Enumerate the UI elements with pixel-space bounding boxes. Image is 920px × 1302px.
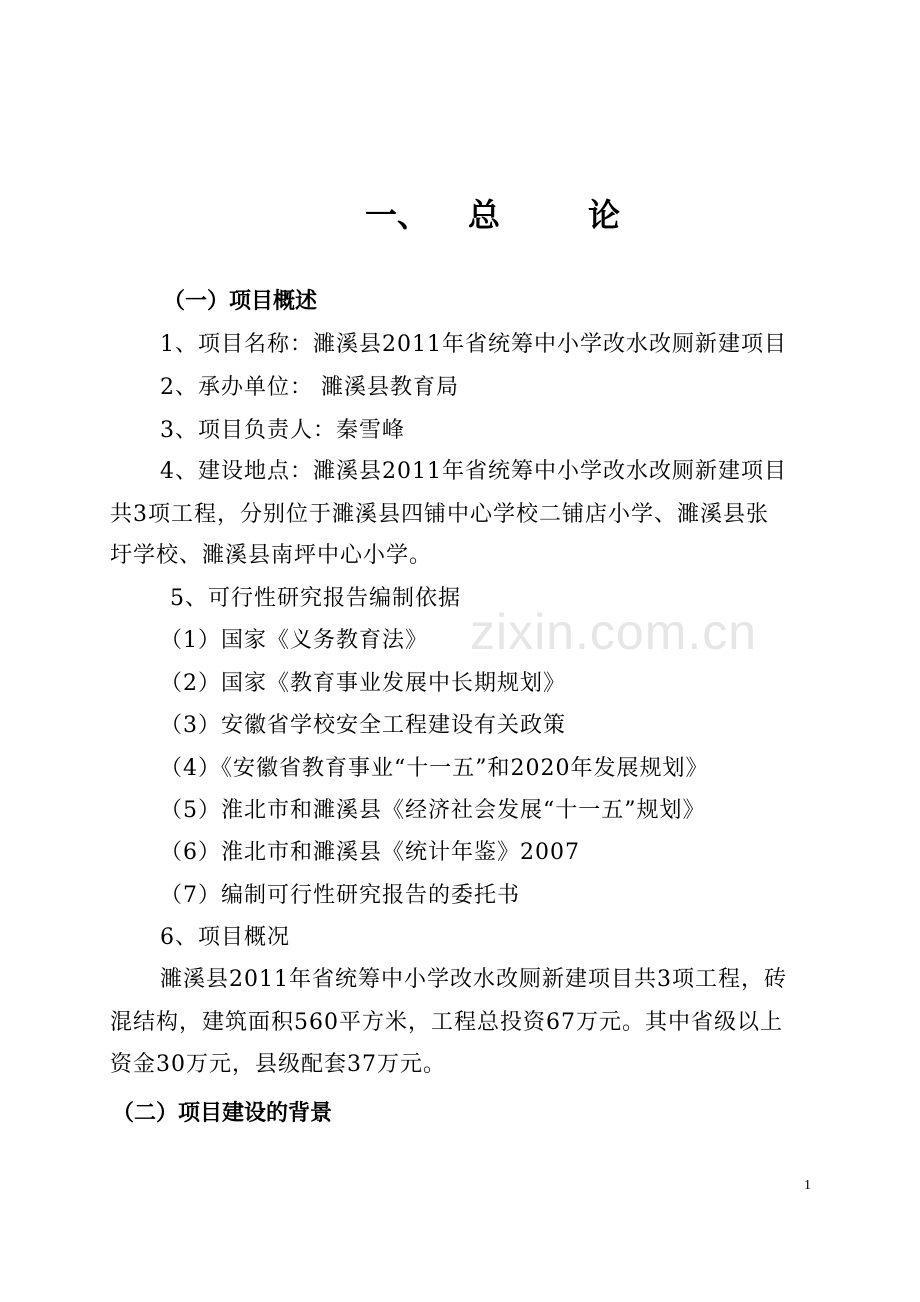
basis-item-1: （1）国家《义务教育法》 <box>160 628 428 653</box>
chapter-title <box>0 190 920 240</box>
overview-line-3: 资金30万元，县级配套37万元。 <box>110 1052 446 1077</box>
item-organizer: 2、承办单位： 濉溪县教育局 <box>160 375 459 400</box>
chapter-title-number: 一、 <box>365 196 430 234</box>
item-location-line-3: 圩学校、濉溪县南坪中心小学。 <box>110 543 433 568</box>
chapter-title-char-1: 总 <box>468 196 501 234</box>
item-project-lead: 3、项目负责人：秦雪峰 <box>160 418 405 443</box>
item-basis-heading: 5、可行性研究报告编制依据 <box>170 586 461 611</box>
basis-item-3: （3）安徽省学校安全工程建设有关政策 <box>160 713 566 738</box>
item-overview-heading: 6、项目概况 <box>160 925 290 950</box>
site-watermark: zixin.com.cn <box>470 604 758 660</box>
item-location-line-2: 共3项工程，分别位于濉溪县四铺中心学校二铺店小学、濉溪县张 <box>110 502 769 527</box>
basis-item-6: （6）淮北市和濉溪县《统计年鉴》2007 <box>160 840 580 865</box>
chapter-title-char-2: 论 <box>588 196 621 234</box>
overview-line-1: 濉溪县2011年省统筹中小学改水改厕新建项目共3项工程，砖 <box>160 967 787 992</box>
item-location-line-1: 4、建设地点：濉溪县2011年省统筹中小学改水改厕新建项目 <box>160 459 787 484</box>
section-heading-background: （二）项目建设的背景 <box>112 1101 333 1126</box>
item-project-name: 1、项目名称：濉溪县2011年省统筹中小学改水改厕新建项目 <box>160 332 787 357</box>
page-number: 1 <box>804 1178 811 1193</box>
overview-line-2: 混结构，建筑面积560平方米，工程总投资67万元。其中省级以上 <box>110 1010 783 1035</box>
basis-item-4: （4）《安徽省教育事业“十一五”和2020年发展规划》 <box>160 756 709 781</box>
basis-item-7: （7）编制可行性研究报告的委托书 <box>160 883 520 908</box>
section-heading-overview: （一）项目概述 <box>163 289 318 314</box>
basis-item-2: （2）国家《教育事业发展中长期规划》 <box>160 671 566 696</box>
basis-item-5: （5）淮北市和濉溪县《经济社会发展“十一五”规划》 <box>160 798 706 823</box>
